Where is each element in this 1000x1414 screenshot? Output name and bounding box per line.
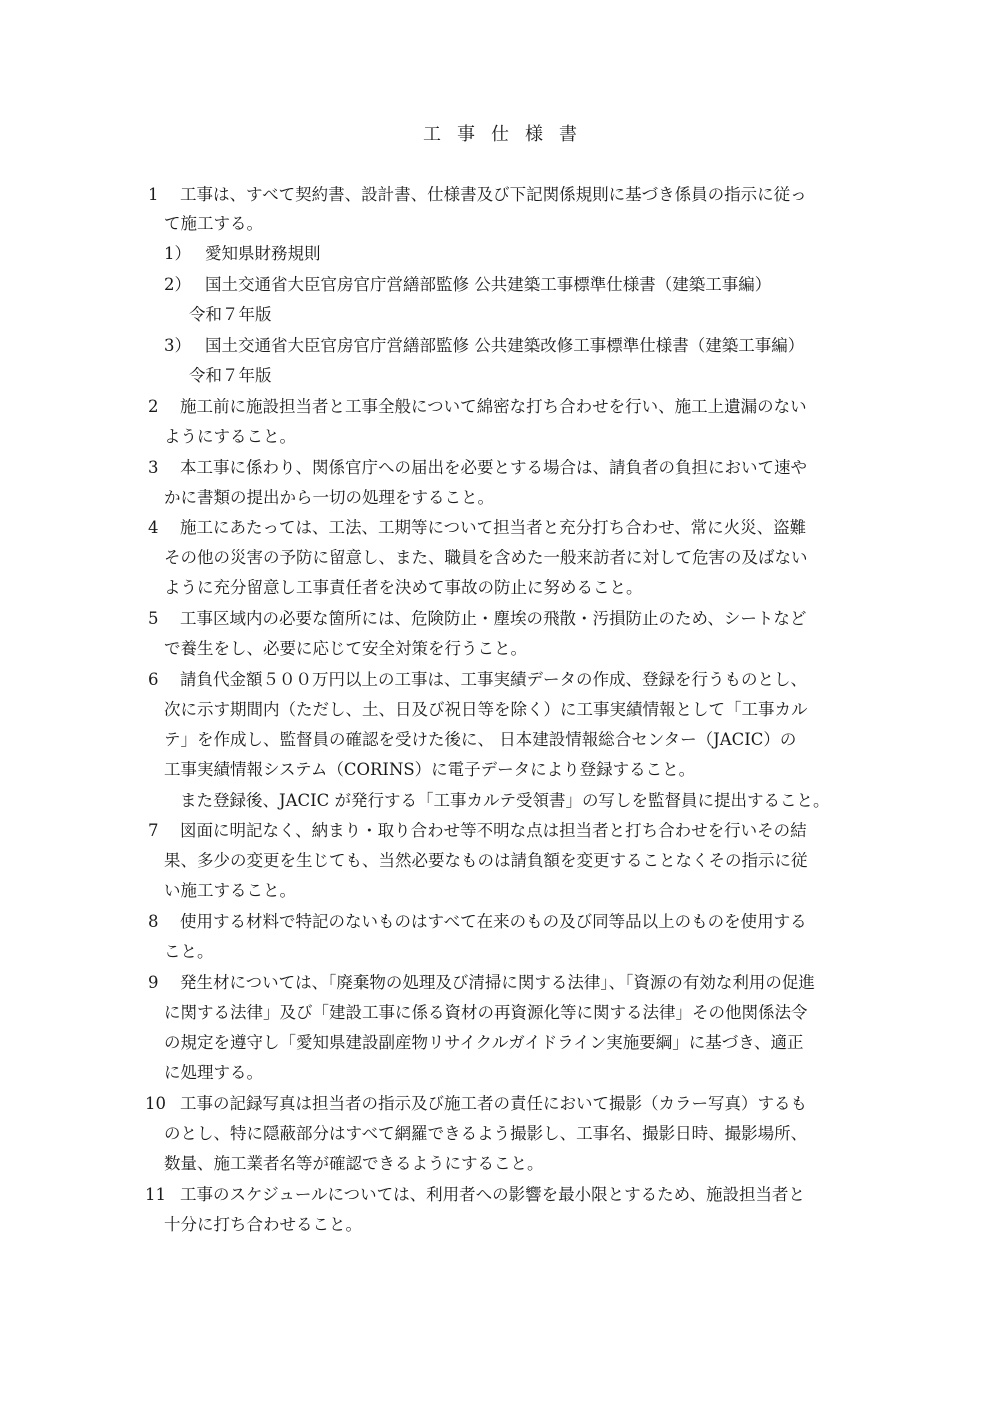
item-number: 7: [148, 821, 159, 840]
item-number: 5: [148, 609, 159, 628]
item-text: テ」を作成し、監督員の確認を受けた後に、 日本建設情報総合センター（JACIC）の: [164, 730, 797, 749]
sub-item-text: 令和７年版: [189, 366, 272, 385]
item-text: また登録後、JACIC が発行する「工事カルテ受領書」の写しを監督員に提出すること。: [180, 791, 830, 810]
item-text: 施工にあたっては、工法、工期等について担当者と充分打ち合わせ、常に火災、盗難: [180, 518, 807, 537]
item-text: かに書類の提出から一切の処理をすること。: [164, 488, 494, 507]
item-number: 9: [148, 973, 159, 992]
title-char: 仕: [491, 124, 509, 145]
sub-item-text: 令和７年版: [189, 305, 272, 324]
item-text: 工事実績情報システム（CORINS）に電子データにより登録すること。: [164, 760, 696, 779]
item-text: ように充分留意し工事責任者を決めて事故の防止に努めること。: [164, 578, 643, 597]
item-text: 工事区域内の必要な箇所には、危険防止・塵埃の飛散・汚損防止のため、シートなど: [180, 609, 807, 628]
item-text: 本工事に係わり、関係官庁への届出を必要とする場合は、請負者の負担において速や: [180, 458, 807, 477]
item-text: 十分に打ち合わせること。: [164, 1215, 362, 1234]
item-text: 数量、施工業者名等が確認できるようにすること。: [164, 1154, 544, 1173]
item-number: 8: [148, 912, 159, 931]
item-text: のとし、特に隠蔽部分はすべて網羅できるよう撮影し、工事名、撮影日時、撮影場所、: [164, 1124, 808, 1143]
sub-item-text: 国土交通省大臣官房官庁営繕部監修 公共建築工事標準仕様書（建築工事編）: [205, 275, 772, 294]
item-text: 工事の記録写真は担当者の指示及び施工者の責任において撮影（カラー写真）するも: [180, 1094, 807, 1113]
sub-item-text: 愛知県財務規則: [205, 244, 321, 263]
sub-item-text: 国土交通省大臣官房官庁営繕部監修 公共建築改修工事標準仕様書（建築工事編）: [205, 336, 805, 355]
item-text: 工事は、すべて契約書、設計書、仕様書及び下記関係規則に基づき係員の指示に従っ: [180, 185, 807, 204]
item-text: 図面に明記なく、納まり・取り合わせ等不明な点は担当者と打ち合わせを行いその結: [180, 821, 807, 840]
item-text: 使用する材料で特記のないものはすべて在来のもの及び同等品以上のものを使用する: [180, 912, 807, 931]
sub-item-number: 3）: [164, 336, 191, 355]
title-char: 工: [423, 124, 441, 145]
item-text: て施工する。: [164, 214, 263, 233]
item-number: 6: [148, 670, 159, 689]
sub-item-number: 2）: [164, 275, 191, 294]
title-char: 書: [559, 124, 577, 145]
item-text: に関する法律」及び「建設工事に係る資材の再資源化等に関する法律」その他関係法令: [164, 1003, 808, 1022]
item-text: で養生をし、必要に応じて安全対策を行うこと。: [164, 639, 527, 658]
item-text: 発生材については、「廃棄物の処理及び清掃に関する法律」、「資源の有効な利用の促進: [180, 973, 815, 992]
item-number: 2: [148, 397, 159, 416]
item-number: 4: [148, 518, 159, 537]
item-number: 11: [145, 1185, 166, 1204]
item-text: 請負代金額５００万円以上の工事は、工事実績データの作成、登録を行うものとし、: [180, 670, 807, 689]
item-text: 次に示す期間内（ただし、土、日及び祝日等を除く）に工事実績情報として「工事カル: [164, 700, 808, 719]
item-number: 1: [148, 185, 159, 204]
item-text: 果、多少の変更を生じても、当然必要なものは請負額を変更することなくその指示に従: [164, 851, 808, 870]
item-number: 3: [148, 458, 159, 477]
item-text: その他の災害の予防に留意し、また、職員を含めた一般来訪者に対して危害の及ばない: [164, 548, 808, 567]
item-text: こと。: [164, 942, 214, 961]
item-text: 施工前に施設担当者と工事全般について綿密な打ち合わせを行い、施工上遺漏のない: [180, 397, 807, 416]
title-char: 事: [457, 124, 475, 145]
sub-item-number: 1）: [164, 244, 191, 263]
item-number: 10: [145, 1094, 166, 1113]
document-title: [0, 120, 1000, 146]
item-text: 工事のスケジュールについては、利用者への影響を最小限とするため、施設担当者と: [180, 1185, 806, 1204]
item-text: に処理する。: [164, 1063, 263, 1082]
item-text: の規定を遵守し「愛知県建設副産物リサイクルガイドライン実施要綱」に基づき、適正: [164, 1033, 804, 1052]
title-char: 様: [525, 124, 543, 145]
item-text: ようにすること。: [164, 427, 296, 446]
item-text: い施工すること。: [164, 881, 296, 900]
